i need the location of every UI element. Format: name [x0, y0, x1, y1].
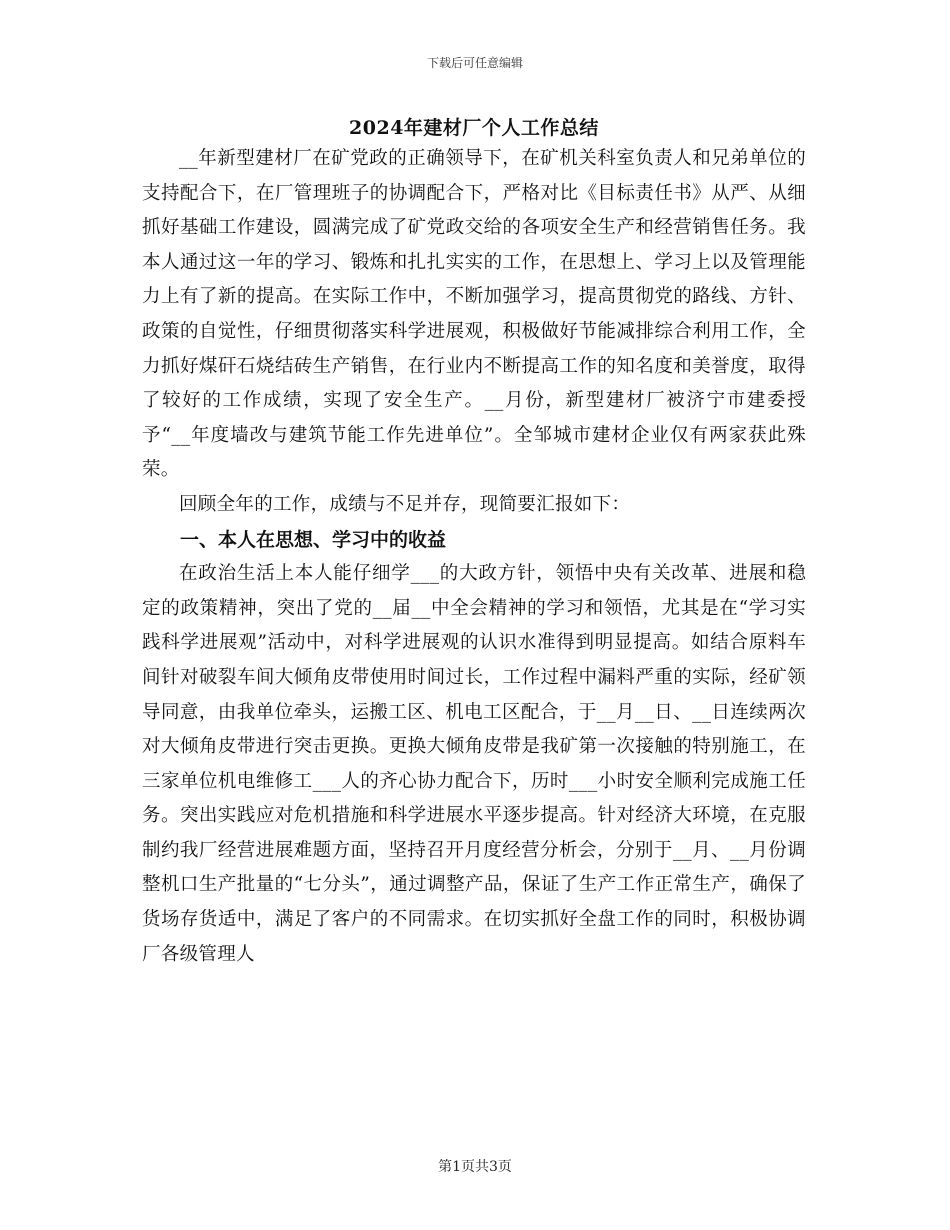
document-title: 2024年建材厂个人工作总结	[349, 117, 599, 139]
section-heading-1: 一、本人在思想、学习中的收益	[180, 528, 447, 551]
page-footer: 第1页共3页	[438, 1159, 512, 1175]
document-body	[142, 114, 806, 972]
page-header: 下载后可任意编辑	[426, 56, 523, 70]
paragraph-section-1: 在政治生活上本人能仔细学___的大政方针，领悟中央有关改革、进展和稳定的政策精神，突出了党的__届__中全会精神的学习和领悟，尤其是在“学习实践科学进展观”活动中，对科学进展观的认识水准得到明显提高。如结合原料车间针对破裂车间大倾角皮带使用时间过长，工作过程中漏料严重的实际，经矿领导同意，由我单位牵头，运搬工区、机电工区配合，于__月__日、__日连续两次对大倾角皮带进行突击更换。更换大倾角皮带是我矿第一次接触的特别施工，在三家单位机电维修工___人的齐心协力配合下，历时___小时安全顺利完成施工任务。突出实践应对危机措施和科学进展水平逐步提高。针对经济大环境，在克服制约我厂经营进展难题方面，坚持召开月度经营分析会，分别于__月、__月份调整机口生产批量的“七分头”，通过调整产品，保证了生产工作正常生产，确保了货场存货适中，满足了客户的不同需求。在切实抓好全盘工作的同时，积极协调厂各级管理人	[142, 563, 806, 965]
paragraph-review: 回顾全年的工作，成绩与不足并存，现简要汇报如下：	[179, 493, 631, 515]
paragraph-intro: __年新型建材厂在矿党政的正确领导下，在矿机关科室负责人和兄弟单位的支持配合下，在厂管理班子的协调配合下，严格对比《目标责任书》从严、从细抓好基础工作建设，圆满完成了矿党政交给的各项安全生产和经营销售任务。我本人通过这一年的学习、锻炼和扎扎实实的工作，在思想上、学习上以及管理能力上有了新的提高。在实际工作中，不断加强学习，提高贯彻党的路线、方针、政策的自觉性，仔细贯彻落实科学进展观，积极做好节能减排综合利用工作，全力抓好煤矸石烧结砖生产销售，在行业内不断提高工作的知名度和美誉度，取得了较好的工作成绩，实现了安全生产。__月份，新型建材厂被济宁市建委授予“__年度墙改与建筑节能工作先进单位”。全邹城市建材企业仅有两家获此殊荣。	[142, 148, 806, 481]
